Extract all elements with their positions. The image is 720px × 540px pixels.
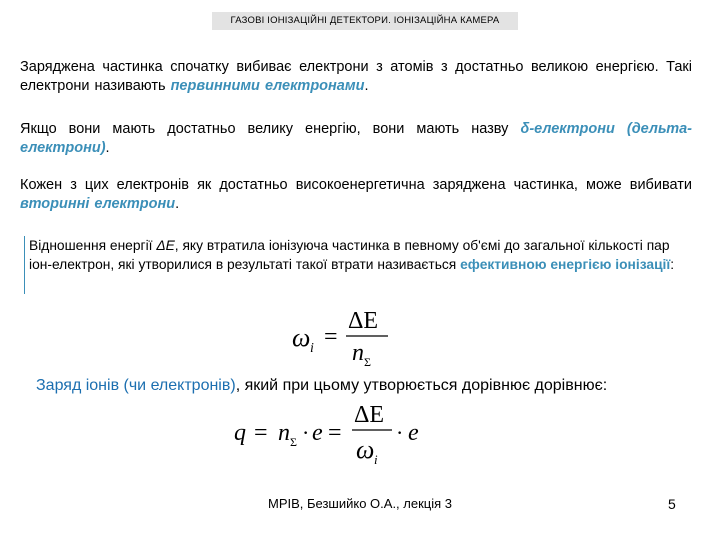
- p3-text: Кожен з цих електронів як достатньо високоенергетична заряджена частинка, може вибивати: [20, 177, 692, 193]
- p1-end: .: [364, 78, 369, 94]
- denominator-subscript-sigma: Σ: [364, 355, 371, 369]
- paragraph-secondary-electrons: [20, 176, 692, 214]
- n-subscript-sigma: Σ: [290, 435, 297, 449]
- delta-e-symbol: ΔE: [156, 238, 175, 253]
- definition-box: [24, 236, 687, 294]
- denominator-omega-subscript: i: [374, 452, 378, 467]
- definition-text: [29, 236, 685, 274]
- page-number: 5: [668, 496, 676, 512]
- formula-ionization-energy: [286, 302, 406, 370]
- formula-charge: [230, 398, 430, 470]
- term-primary-electrons: первинними електронами: [170, 78, 365, 94]
- charge-text: , який при цьому утворюється дорівнює дорівнює:: [235, 377, 608, 394]
- term-secondary-electrons: вторинні електрони: [20, 196, 176, 212]
- p3-end: .: [175, 196, 180, 212]
- equals-sign: =: [324, 324, 338, 350]
- n-symbol: n: [278, 420, 290, 446]
- numerator-delta-e-2: ΔE: [354, 402, 385, 428]
- p4-end: :: [670, 257, 675, 272]
- numerator-delta-e: ΔE: [348, 308, 379, 334]
- p2-end: .: [105, 140, 110, 156]
- p1-text: Заряджена частинка спочатку вибиває електрони з атомів з достатньо великою енергією. Такі електрони називають: [20, 59, 692, 94]
- denominator-omega: ω: [356, 435, 375, 464]
- paragraph-delta-electrons: [20, 120, 692, 158]
- paragraph-primary-electrons: [20, 58, 692, 96]
- denominator-n: n: [352, 340, 364, 366]
- footer-text: МРІВ, Безшийко О.А., лекція 3: [267, 496, 453, 511]
- dot-1: ·: [302, 420, 310, 445]
- term-delta-electrons: δ-електрони (дельта-електрони): [20, 121, 692, 156]
- p4-text-b: , яку втратила іонізуюча частинка в певному об'ємі до загальної кількості пар іон-електрон, які утворилися в результаті такої втрати називається: [29, 238, 670, 272]
- term-charge: Заряд іонів (чи електронів): [36, 377, 236, 394]
- dot-2: ·: [396, 420, 404, 445]
- omega-subscript: i: [310, 341, 314, 356]
- equals-sign-2: =: [328, 420, 342, 446]
- q-symbol: q: [234, 420, 246, 446]
- p4-text-a: Відношення енергії: [29, 238, 157, 253]
- e-symbol-1: e: [312, 420, 323, 446]
- slide-header: ГАЗОВІ ІОНІЗАЦІЙНІ ДЕТЕКТОРИ. ІОНІЗАЦІЙНА КАМЕРА: [212, 12, 518, 30]
- equals-sign-1: =: [254, 420, 268, 446]
- e-symbol-2: e: [408, 420, 419, 446]
- omega-symbol: ω: [292, 323, 311, 352]
- charge-statement: [36, 376, 708, 396]
- p2-text: Якщо вони мають достатньо велику енергію, вони мають назву: [20, 121, 521, 137]
- term-effective-ionization-energy: ефективною енергією іонізації: [460, 257, 671, 272]
